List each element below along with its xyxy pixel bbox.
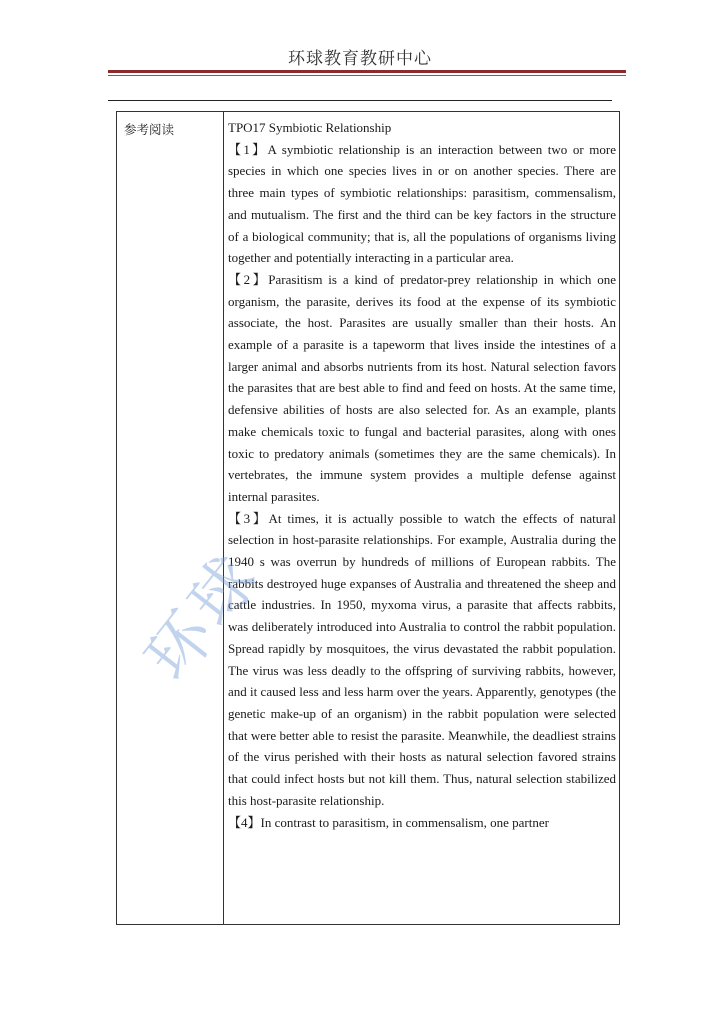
header-rule-thin [108, 75, 626, 76]
reading-label: 参考阅读 [124, 122, 175, 137]
header-rule-thick [108, 70, 626, 73]
passage-title: TPO17 Symbiotic Relationship [228, 120, 392, 135]
paragraph-1: 【1】A symbiotic relationship is an interaction between two or more species in which one species lives in or on another species. There are three main types of symbiotic relationships: parasitism, commensalism, and mutualism. The first and the third can be key factors in the structure of a biological community; that is, all the populations of organisms living together and potentially interacting in a particular area. [228, 141, 616, 266]
section-divider [108, 100, 612, 101]
page-header-title: 环球教育教研中心 [288, 49, 432, 69]
paragraph-3: 【3】At times, it is actually possible to watch the effects of natural selection in host-parasite relationships. For example, Australia during the 1940 s was overrun by hundreds of millions of European rabbits. The rabbits destroyed huge expanses of Australia and threatened the sheep and cattle industries. In 1950, myxoma virus, a parasite that affects rabbits, was deliberately introduced into Australia to control the rabbit population. Spread rapidly by mosquitoes, the virus devastated the rabbit population. The virus was less deadly to the offspring of surviving rabbits, however, and it caused less and less harm over the years. Apparently, genotypes (the genetic make-up of an organism) in the rabbit population were selected that were better able to resist the parasite. Meanwhile, the deadliest strains of the virus perished with their hosts as natural selection favored strains that could infect hosts but not kill them. Thus, natural selection stabilized this host-parasite relationship. [228, 510, 616, 808]
reading-content [228, 117, 616, 833]
table-column-divider [223, 112, 224, 924]
paragraph-2: 【2】Parasitism is a kind of predator-prey relationship in which one organism, the parasite, derives its food at the expense of its symbiotic associate, the host. Parasites are usually smaller than their hosts. An example of a parasite is a tapeworm that lives inside the intestines of a larger animal and absorbs nutrients from its host. Natural selection favors the parasites that are best able to find and feed on hosts. At the same time, defensive abilities of hosts are also selected for. As an example, plants make chemicals toxic to fungal and bacterial parasites, along with ones toxic to predatory animals (sometimes they are the same chemicals). In vertebrates, the immune system provides a multiple defense against internal parasites. [228, 271, 616, 504]
watermark-logo: 环球 [131, 538, 277, 695]
reading-table [116, 111, 620, 925]
paragraph-4: 【4】In contrast to parasitism, in commensalism, one partner [228, 814, 549, 830]
